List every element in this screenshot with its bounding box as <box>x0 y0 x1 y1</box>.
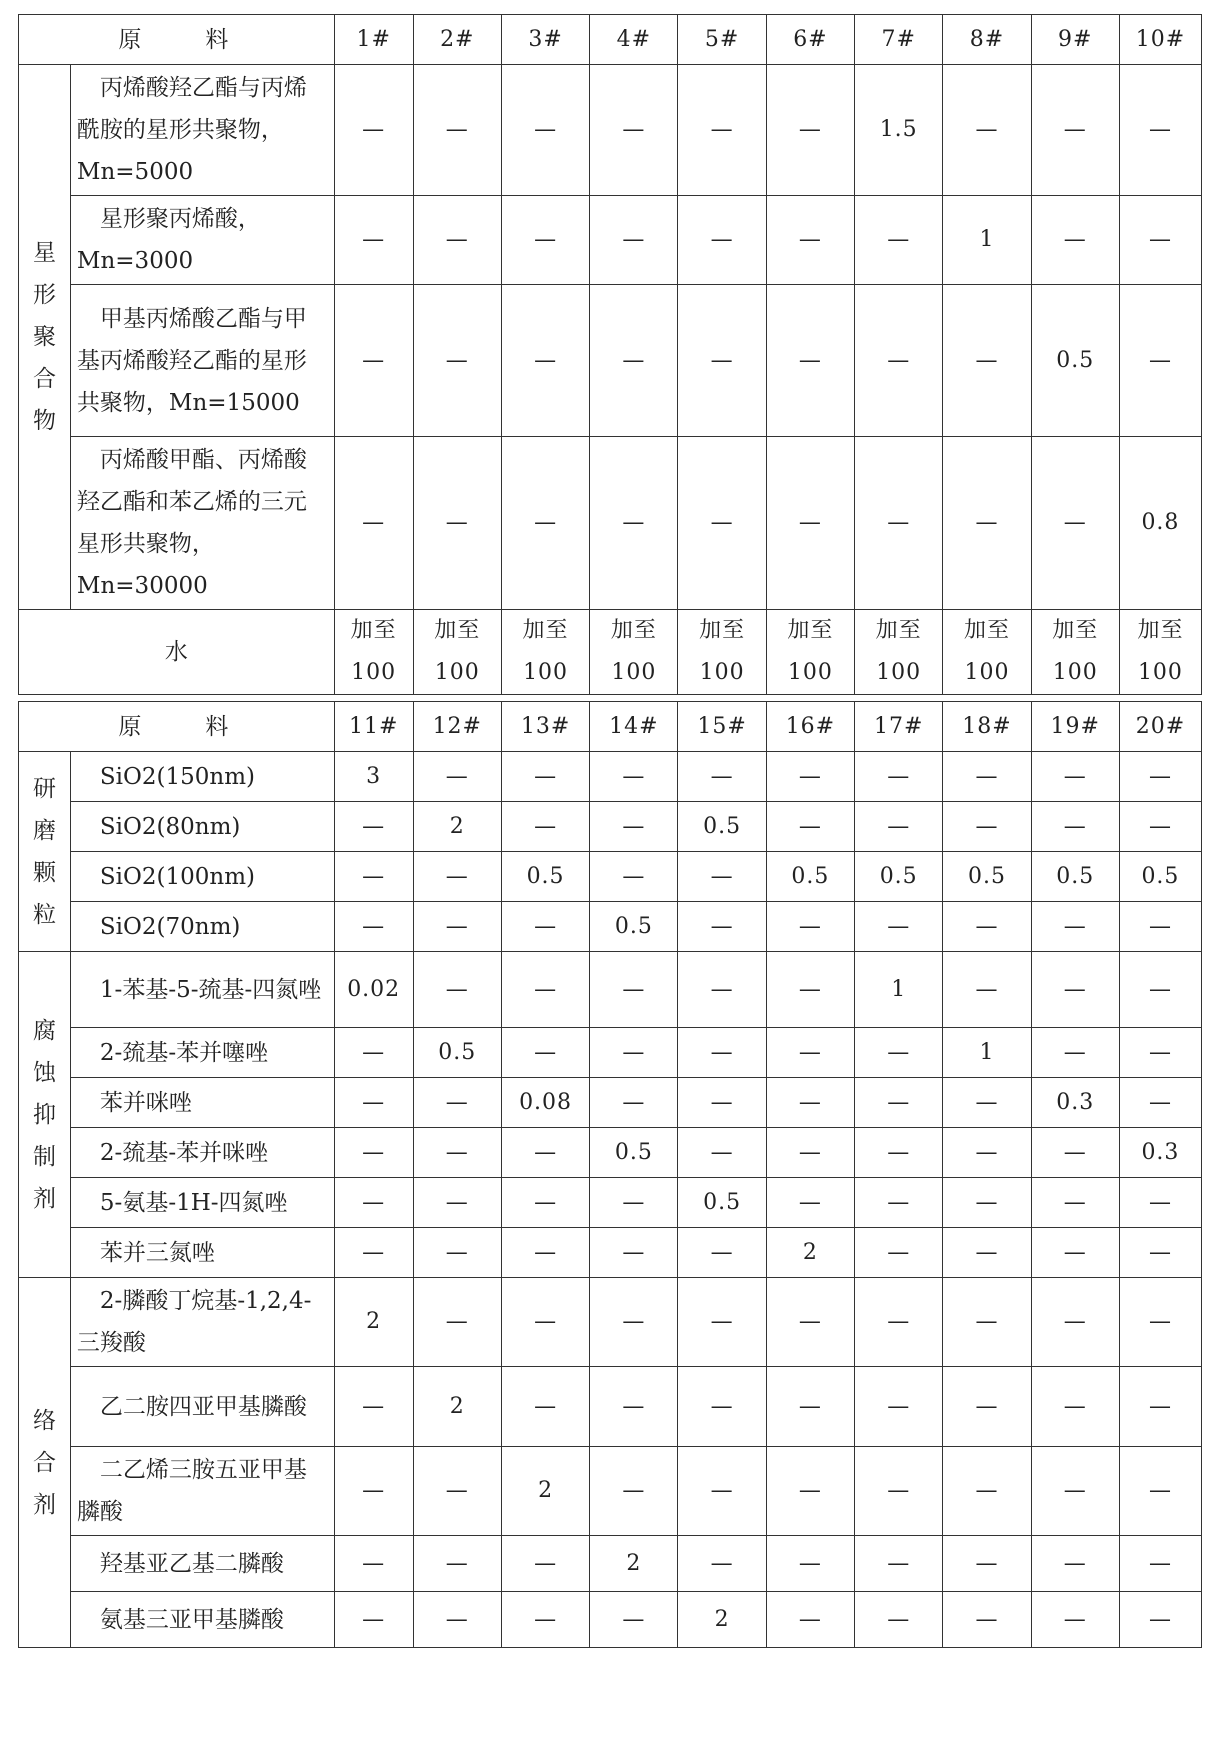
water-label: 水 <box>19 610 335 695</box>
material-name: 苯并咪唑 <box>70 1078 334 1128</box>
value-cell: — <box>855 285 943 437</box>
value-cell: — <box>413 437 501 610</box>
value-cell: 1 <box>855 952 943 1028</box>
material-name: 星形聚丙烯酸，Mn=3000 <box>70 196 334 285</box>
header-row <box>19 702 1202 752</box>
sample-header: 3# <box>501 15 589 65</box>
material-name: 丙烯酸羟乙酯与丙烯酰胺的星形共聚物，Mn=5000 <box>70 65 334 196</box>
value-cell: — <box>855 1078 943 1128</box>
value-cell: — <box>413 1228 501 1278</box>
value-cell: 加至100 <box>1031 610 1119 695</box>
sample-header: 2# <box>413 15 501 65</box>
material-name: SiO2(70nm) <box>70 902 334 952</box>
material-name: 2-巯基-苯并噻唑 <box>70 1028 334 1078</box>
material-name: 羟基亚乙基二膦酸 <box>70 1536 334 1592</box>
value-cell: — <box>766 196 854 285</box>
value-cell: — <box>766 1078 854 1128</box>
value-cell: — <box>590 1228 678 1278</box>
material-name: SiO2(80nm) <box>70 802 334 852</box>
value-cell: 加至100 <box>334 610 413 695</box>
value-cell: 0.8 <box>1119 437 1201 610</box>
value-cell: — <box>766 1128 854 1178</box>
value-cell: — <box>678 196 766 285</box>
value-cell: — <box>1031 902 1119 952</box>
value-cell: — <box>855 902 943 952</box>
value-cell: — <box>855 1178 943 1228</box>
value-cell: — <box>855 1536 943 1592</box>
value-cell: — <box>1119 65 1201 196</box>
value-cell: 0.3 <box>1119 1128 1201 1178</box>
value-cell: — <box>334 196 413 285</box>
value-cell: — <box>1119 1447 1201 1536</box>
value-cell: — <box>1031 1228 1119 1278</box>
value-cell: 1 <box>943 196 1031 285</box>
water-row <box>19 610 1202 695</box>
value-cell: 加至100 <box>678 610 766 695</box>
value-cell: — <box>943 285 1031 437</box>
value-cell: — <box>1031 752 1119 802</box>
value-cell: — <box>766 952 854 1028</box>
value-cell: — <box>766 1592 854 1648</box>
value-cell: — <box>413 65 501 196</box>
table-row <box>19 285 1202 437</box>
value-cell: — <box>590 437 678 610</box>
value-cell: — <box>943 1078 1031 1128</box>
value-cell: — <box>678 902 766 952</box>
value-cell: — <box>501 902 589 952</box>
material-header: 原 料 <box>19 702 335 752</box>
value-cell: — <box>501 952 589 1028</box>
value-cell: — <box>766 1178 854 1228</box>
value-cell: — <box>413 852 501 902</box>
sample-header: 17# <box>855 702 943 752</box>
value-cell: — <box>334 1178 413 1228</box>
value-cell: — <box>334 65 413 196</box>
value-cell: 0.3 <box>1031 1078 1119 1128</box>
value-cell: 2 <box>590 1536 678 1592</box>
value-cell: — <box>1119 1592 1201 1648</box>
sample-header: 20# <box>1119 702 1201 752</box>
value-cell: — <box>766 802 854 852</box>
sample-header: 19# <box>1031 702 1119 752</box>
material-name: 5-氨基-1H-四氮唑 <box>70 1178 334 1228</box>
value-cell: — <box>943 1228 1031 1278</box>
value-cell: — <box>501 1367 589 1447</box>
value-cell: — <box>855 1228 943 1278</box>
value-cell: — <box>1031 1367 1119 1447</box>
value-cell: — <box>678 752 766 802</box>
value-cell: — <box>413 1128 501 1178</box>
value-cell: — <box>590 285 678 437</box>
value-cell: — <box>334 437 413 610</box>
value-cell: — <box>590 1178 678 1228</box>
table-row <box>19 752 1202 802</box>
value-cell: — <box>501 802 589 852</box>
value-cell: 1.5 <box>855 65 943 196</box>
value-cell: — <box>678 437 766 610</box>
value-cell: — <box>1119 1278 1201 1367</box>
sample-header: 13# <box>501 702 589 752</box>
value-cell: — <box>943 1178 1031 1228</box>
value-cell: 0.5 <box>943 852 1031 902</box>
value-cell: — <box>766 437 854 610</box>
formulation-document <box>18 14 1202 1648</box>
value-cell: 加至100 <box>413 610 501 695</box>
value-cell: — <box>766 902 854 952</box>
value-cell: — <box>590 196 678 285</box>
value-cell: — <box>590 65 678 196</box>
material-name: 二乙烯三胺五亚甲基膦酸 <box>70 1447 334 1536</box>
value-cell: — <box>501 196 589 285</box>
value-cell: — <box>1031 65 1119 196</box>
value-cell: — <box>590 1447 678 1536</box>
value-cell: — <box>1031 1178 1119 1228</box>
value-cell: — <box>501 1178 589 1228</box>
value-cell: — <box>1031 802 1119 852</box>
value-cell: — <box>1031 1028 1119 1078</box>
value-cell: 0.5 <box>766 852 854 902</box>
table-row <box>19 1178 1202 1228</box>
value-cell: — <box>334 1078 413 1128</box>
material-name: 氨基三亚甲基膦酸 <box>70 1592 334 1648</box>
value-cell: — <box>766 1367 854 1447</box>
value-cell: — <box>678 65 766 196</box>
value-cell: — <box>1119 285 1201 437</box>
value-cell: — <box>334 1367 413 1447</box>
value-cell: — <box>413 196 501 285</box>
sample-header: 9# <box>1031 15 1119 65</box>
value-cell: — <box>766 1447 854 1536</box>
material-name: 2-膦酸丁烷基-1,2,4-三羧酸 <box>70 1278 334 1367</box>
value-cell: — <box>1031 1592 1119 1648</box>
table-row <box>19 1367 1202 1447</box>
material-name: 甲基丙烯酸乙酯与甲基丙烯酸羟乙酯的星形共聚物，Mn=15000 <box>70 285 334 437</box>
value-cell: — <box>943 1447 1031 1536</box>
value-cell: — <box>943 65 1031 196</box>
value-cell: — <box>413 1447 501 1536</box>
value-cell: — <box>766 1536 854 1592</box>
value-cell: — <box>413 1278 501 1367</box>
value-cell: — <box>943 802 1031 852</box>
table-row <box>19 1128 1202 1178</box>
header-row <box>19 15 1202 65</box>
sample-header: 12# <box>413 702 501 752</box>
value-cell: 2 <box>678 1592 766 1648</box>
value-cell: — <box>334 852 413 902</box>
value-cell: 2 <box>501 1447 589 1536</box>
value-cell: 加至100 <box>501 610 589 695</box>
value-cell: 0.5 <box>1031 285 1119 437</box>
value-cell: — <box>678 1536 766 1592</box>
value-cell: — <box>943 437 1031 610</box>
value-cell: — <box>590 752 678 802</box>
formulation-table-1 <box>18 14 1202 695</box>
table-row <box>19 852 1202 902</box>
value-cell: — <box>1119 952 1201 1028</box>
value-cell: — <box>1119 196 1201 285</box>
value-cell: — <box>855 1447 943 1536</box>
table-row <box>19 1447 1202 1536</box>
material-name: 丙烯酸甲酯、丙烯酸羟乙酯和苯乙烯的三元星形共聚物，Mn=30000 <box>70 437 334 610</box>
value-cell: 0.5 <box>590 1128 678 1178</box>
value-cell: — <box>334 802 413 852</box>
table-row <box>19 65 1202 196</box>
material-name: 2-巯基-苯并咪唑 <box>70 1128 334 1178</box>
value-cell: — <box>590 952 678 1028</box>
value-cell: — <box>855 1278 943 1367</box>
value-cell: — <box>590 1367 678 1447</box>
value-cell: 3 <box>334 752 413 802</box>
material-name: SiO2(100nm) <box>70 852 334 902</box>
value-cell: — <box>413 285 501 437</box>
sample-header: 7# <box>855 15 943 65</box>
value-cell: — <box>678 285 766 437</box>
table-row <box>19 1278 1202 1367</box>
value-cell: — <box>678 1278 766 1367</box>
value-cell: — <box>678 1078 766 1128</box>
sample-header: 18# <box>943 702 1031 752</box>
value-cell: — <box>855 437 943 610</box>
value-cell: — <box>590 802 678 852</box>
value-cell: — <box>413 902 501 952</box>
value-cell: — <box>501 1128 589 1178</box>
value-cell: — <box>678 852 766 902</box>
group-label: 腐 蚀 抑 制 剂 <box>19 952 71 1278</box>
table-row <box>19 1078 1202 1128</box>
value-cell: 0.5 <box>413 1028 501 1078</box>
value-cell: — <box>1119 1078 1201 1128</box>
value-cell: — <box>855 196 943 285</box>
value-cell: — <box>501 285 589 437</box>
value-cell: — <box>334 1536 413 1592</box>
table-row <box>19 196 1202 285</box>
sample-header: 5# <box>678 15 766 65</box>
value-cell: 加至100 <box>766 610 854 695</box>
sample-header: 15# <box>678 702 766 752</box>
value-cell: — <box>1119 752 1201 802</box>
value-cell: — <box>501 1592 589 1648</box>
value-cell: — <box>1119 1228 1201 1278</box>
value-cell: — <box>413 1592 501 1648</box>
group-label: 星 形 聚 合 物 <box>19 65 71 610</box>
table-row <box>19 802 1202 852</box>
table-row <box>19 952 1202 1028</box>
value-cell: — <box>943 1278 1031 1367</box>
value-cell: 2 <box>766 1228 854 1278</box>
value-cell: 0.5 <box>678 1178 766 1228</box>
value-cell: 0.5 <box>1031 852 1119 902</box>
value-cell: 加至100 <box>855 610 943 695</box>
value-cell: — <box>855 1592 943 1648</box>
formulation-table-2 <box>18 701 1202 1648</box>
sample-header: 14# <box>590 702 678 752</box>
value-cell: 加至100 <box>1119 610 1201 695</box>
value-cell: — <box>678 1447 766 1536</box>
value-cell: — <box>1119 902 1201 952</box>
value-cell: — <box>590 852 678 902</box>
value-cell: — <box>501 1228 589 1278</box>
value-cell: — <box>766 1028 854 1078</box>
value-cell: — <box>1119 1536 1201 1592</box>
value-cell: — <box>413 752 501 802</box>
value-cell: — <box>334 1128 413 1178</box>
table-row <box>19 1228 1202 1278</box>
value-cell: — <box>943 752 1031 802</box>
value-cell: 0.5 <box>590 902 678 952</box>
value-cell: — <box>334 1028 413 1078</box>
value-cell: — <box>334 1228 413 1278</box>
value-cell: — <box>1031 1128 1119 1178</box>
value-cell: 0.5 <box>678 802 766 852</box>
value-cell: — <box>590 1278 678 1367</box>
table-row <box>19 1592 1202 1648</box>
value-cell: — <box>1031 1447 1119 1536</box>
value-cell: — <box>766 752 854 802</box>
group-label: 络 合 剂 <box>19 1278 71 1648</box>
sample-header: 11# <box>334 702 413 752</box>
sample-header: 10# <box>1119 15 1201 65</box>
value-cell: — <box>855 752 943 802</box>
value-cell: 2 <box>334 1278 413 1367</box>
value-cell: 加至100 <box>943 610 1031 695</box>
material-name: 乙二胺四亚甲基膦酸 <box>70 1367 334 1447</box>
material-header: 原 料 <box>19 15 335 65</box>
value-cell: — <box>766 65 854 196</box>
value-cell: 0.5 <box>501 852 589 902</box>
value-cell: — <box>766 285 854 437</box>
value-cell: — <box>766 1278 854 1367</box>
sample-header: 1# <box>334 15 413 65</box>
value-cell: — <box>943 1536 1031 1592</box>
group-label: 研 磨 颗 粒 <box>19 752 71 952</box>
table-row <box>19 437 1202 610</box>
value-cell: — <box>334 285 413 437</box>
value-cell: — <box>590 1028 678 1078</box>
value-cell: — <box>1031 1536 1119 1592</box>
value-cell: — <box>1119 802 1201 852</box>
value-cell: — <box>501 752 589 802</box>
value-cell: — <box>334 1447 413 1536</box>
value-cell: — <box>334 1592 413 1648</box>
value-cell: — <box>943 1128 1031 1178</box>
value-cell: — <box>501 437 589 610</box>
value-cell: — <box>1119 1178 1201 1228</box>
sample-header: 4# <box>590 15 678 65</box>
table-row <box>19 1028 1202 1078</box>
value-cell: — <box>501 1536 589 1592</box>
value-cell: — <box>413 1178 501 1228</box>
sample-header: 8# <box>943 15 1031 65</box>
value-cell: — <box>501 1278 589 1367</box>
value-cell: — <box>413 952 501 1028</box>
value-cell: — <box>943 1592 1031 1648</box>
value-cell: — <box>943 902 1031 952</box>
value-cell: — <box>678 1028 766 1078</box>
value-cell: — <box>1031 437 1119 610</box>
material-name: 1-苯基-5-巯基-四氮唑 <box>70 952 334 1028</box>
value-cell: 加至100 <box>590 610 678 695</box>
value-cell: — <box>590 1592 678 1648</box>
material-name: 苯并三氮唑 <box>70 1228 334 1278</box>
value-cell: — <box>334 902 413 952</box>
sample-header: 6# <box>766 15 854 65</box>
value-cell: — <box>855 802 943 852</box>
value-cell: 0.02 <box>334 952 413 1028</box>
value-cell: — <box>590 1078 678 1128</box>
value-cell: 0.08 <box>501 1078 589 1128</box>
value-cell: — <box>943 1367 1031 1447</box>
value-cell: — <box>501 1028 589 1078</box>
table-row <box>19 1536 1202 1592</box>
sample-header: 16# <box>766 702 854 752</box>
value-cell: 2 <box>413 1367 501 1447</box>
value-cell: — <box>678 1367 766 1447</box>
value-cell: 1 <box>943 1028 1031 1078</box>
value-cell: — <box>1119 1028 1201 1078</box>
value-cell: — <box>855 1028 943 1078</box>
material-name: SiO2(150nm) <box>70 752 334 802</box>
value-cell: — <box>1031 1278 1119 1367</box>
value-cell: — <box>855 1128 943 1178</box>
value-cell: — <box>678 1128 766 1178</box>
value-cell: 0.5 <box>1119 852 1201 902</box>
value-cell: — <box>678 952 766 1028</box>
value-cell: — <box>943 952 1031 1028</box>
value-cell: 0.5 <box>855 852 943 902</box>
value-cell: — <box>501 65 589 196</box>
value-cell: 2 <box>413 802 501 852</box>
value-cell: — <box>413 1078 501 1128</box>
table-row <box>19 902 1202 952</box>
value-cell: — <box>413 1536 501 1592</box>
value-cell: — <box>678 1228 766 1278</box>
value-cell: — <box>1031 952 1119 1028</box>
value-cell: — <box>1119 1367 1201 1447</box>
value-cell: — <box>1031 196 1119 285</box>
value-cell: — <box>855 1367 943 1447</box>
